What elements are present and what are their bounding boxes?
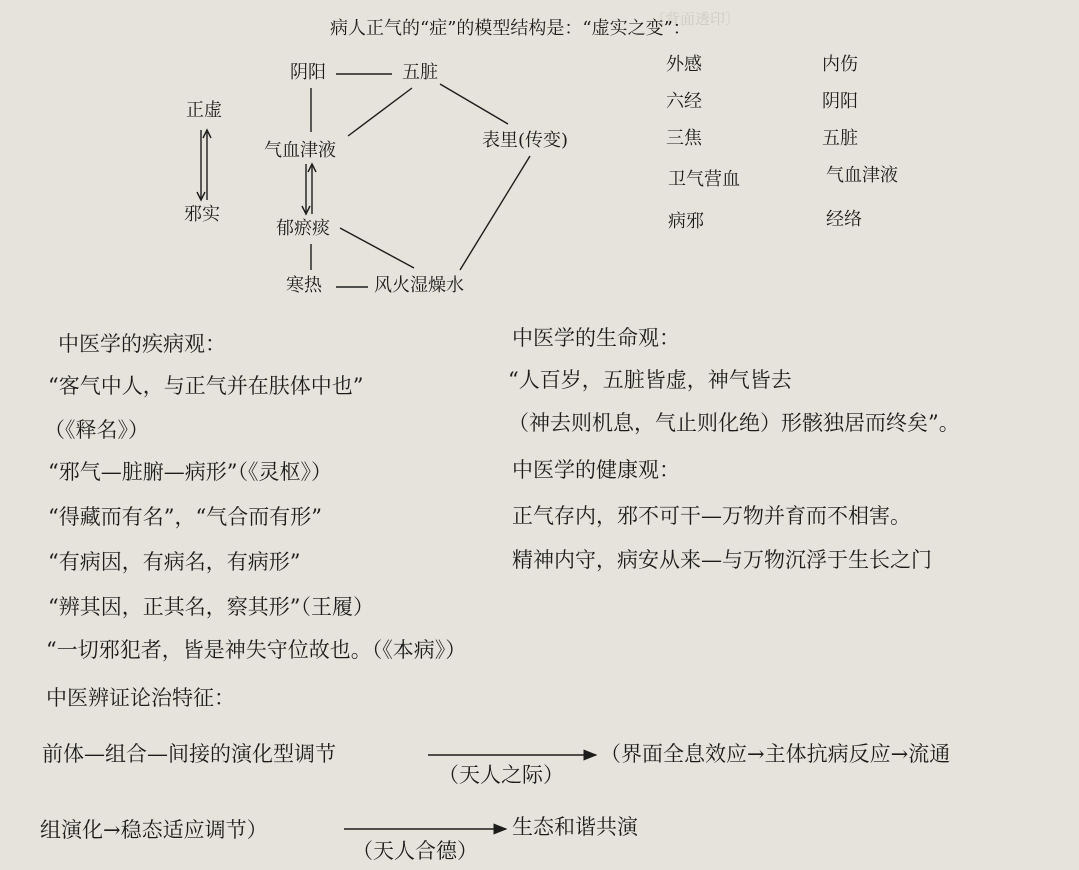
disease-view-line-2: “邪气—脏腑—病形”（《灵枢》） bbox=[48, 460, 332, 484]
features-row1-right: （界面全息效应→主体抗病反应→流通 bbox=[600, 742, 951, 766]
biaoli-fenghuo-line bbox=[460, 156, 530, 270]
features-row2-left: 组演化→稳态适应调节） bbox=[40, 818, 268, 842]
health-view-line-0: 正气存内，邪不可干—万物并育而不相害。 bbox=[512, 504, 911, 528]
wuzang-biaoli-line bbox=[440, 84, 508, 124]
col-right-3: 气血津液 bbox=[826, 165, 898, 186]
node-yuyutan: 郁瘀痰 bbox=[276, 218, 330, 239]
col-right-0: 内伤 bbox=[822, 54, 858, 75]
life-view-heading: 中医学的生命观： bbox=[512, 326, 680, 350]
yuyu-fenghuo-line bbox=[340, 228, 414, 268]
col-left-1: 六经 bbox=[666, 91, 702, 112]
node-wuzang: 五脏 bbox=[402, 62, 438, 83]
features-row1-under: （天人之际） bbox=[438, 763, 564, 787]
disease-view-heading: 中医学的疾病观： bbox=[58, 332, 226, 356]
disease-view-line-4: “有病因，有病名，有病形” bbox=[48, 550, 301, 574]
health-view-heading: 中医学的健康观： bbox=[512, 458, 680, 482]
disease-view-line-3: “得藏而有名”，“气合而有形” bbox=[48, 505, 322, 529]
col-right-2: 五脏 bbox=[822, 128, 858, 149]
life-view-line-0: “人百岁，五脏皆虚，神气皆去 bbox=[508, 368, 792, 392]
node-xieshi: 邪实 bbox=[184, 204, 220, 225]
features-heading: 中医辨证论治特征： bbox=[46, 686, 235, 710]
col-right-1: 阴阳 bbox=[822, 91, 858, 112]
node-hanre: 寒热 bbox=[286, 275, 322, 296]
col-left-3: 卫气营血 bbox=[668, 169, 740, 190]
col-left-0: 外感 bbox=[666, 54, 702, 75]
features-row1-left: 前体—组合—间接的演化型调节 bbox=[42, 742, 336, 766]
health-view-line-1: 精神内守，病安从来—与万物沉浮于生长之门 bbox=[512, 548, 932, 572]
bleed-through-text: 〔背面透印〕 bbox=[650, 10, 741, 28]
disease-view-line-5: “辨其因，正其名，察其形”（王履） bbox=[48, 595, 374, 619]
diagram-title: 病人正气的“症”的模型结构是：“虚实之变”： bbox=[330, 18, 691, 39]
col-left-2: 三焦 bbox=[666, 128, 702, 149]
col-left-4: 病邪 bbox=[668, 211, 704, 232]
disease-view-line-1: （《释名》） bbox=[44, 418, 149, 442]
wuzang-qixue-line bbox=[348, 88, 412, 136]
col-right-4: 经络 bbox=[826, 209, 862, 230]
features-row2-under: （天人合德） bbox=[352, 839, 478, 863]
node-fenghuo: 风火湿燥水 bbox=[374, 275, 464, 296]
node-biaoli: 表里(传变) bbox=[482, 130, 569, 151]
node-yinyang: 阴阳 bbox=[290, 62, 326, 83]
disease-view-line-6: “一切邪犯者，皆是神失守位故也。（《本病》） bbox=[46, 638, 467, 662]
features-row2-right: 生态和谐共演 bbox=[512, 815, 638, 839]
node-qixue: 气血津液 bbox=[264, 140, 336, 161]
disease-view-line-0: “客气中人，与正气并在肤体中也” bbox=[48, 374, 364, 398]
node-zhengxu: 正虚 bbox=[186, 100, 222, 121]
life-view-line-1: （神去则机息，气止则化绝）形骸独居而终矣”。 bbox=[508, 411, 960, 435]
